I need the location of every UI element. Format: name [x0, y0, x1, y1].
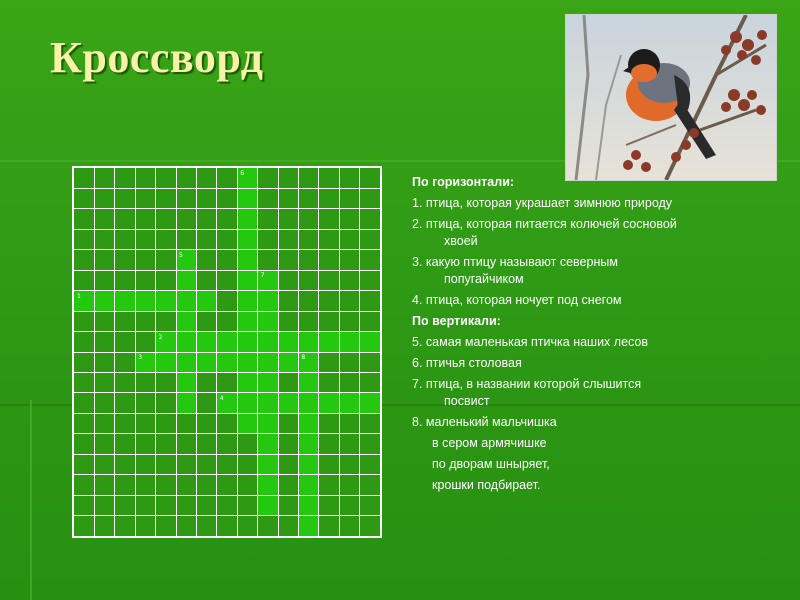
crossword-cell[interactable]: [237, 332, 257, 352]
slide-title: Кроссворд: [50, 33, 264, 82]
crossword-cell[interactable]: [176, 270, 196, 290]
vertical-heading: По вертикали:: [412, 314, 501, 328]
grid-line: [74, 249, 380, 250]
grid-line: [74, 352, 380, 353]
grid-line: [74, 290, 380, 291]
grid-line: [74, 270, 380, 271]
grid-line: [74, 311, 380, 312]
crossword-cell[interactable]: [278, 393, 298, 413]
clue-v8-line3: по дворам шныряет,: [432, 457, 550, 471]
crossword-cell[interactable]: [258, 475, 278, 495]
crossword-cell[interactable]: [278, 352, 298, 372]
crossword-cell[interactable]: [258, 311, 278, 331]
crossword-cell[interactable]: [258, 352, 278, 372]
clue-number: 8: [301, 354, 306, 362]
crossword-cell[interactable]: [237, 311, 257, 331]
crossword-cell[interactable]: [298, 495, 318, 515]
grid-line: [74, 413, 380, 414]
crossword-cell[interactable]: [237, 393, 257, 413]
crossword-cell[interactable]: [298, 434, 318, 454]
clue-h1: 1. птица, которая украшает зимнюю природу: [412, 196, 673, 210]
crossword-cell[interactable]: [258, 413, 278, 433]
crossword-cell[interactable]: [135, 291, 155, 311]
grid-line: [74, 372, 380, 373]
crossword-cell[interactable]: [237, 250, 257, 270]
crossword-cell[interactable]: [196, 352, 216, 372]
crossword-cell[interactable]: [278, 332, 298, 352]
clue-v5: 5. самая маленькая птичка наших лесов: [412, 335, 649, 349]
grid-line: [74, 454, 380, 455]
crossword-cell[interactable]: [339, 332, 359, 352]
clue-number: 7: [260, 272, 265, 280]
grid-line: [74, 495, 380, 496]
crossword-cell[interactable]: [176, 291, 196, 311]
crossword-cell[interactable]: [196, 291, 216, 311]
crossword-cell[interactable]: [298, 393, 318, 413]
crossword-cell[interactable]: [360, 393, 380, 413]
clue-h4: 4. птица, которая ночует под снегом: [412, 293, 622, 307]
crossword-cell[interactable]: [237, 229, 257, 249]
crossword-cell[interactable]: [176, 352, 196, 372]
crossword-cell[interactable]: [298, 454, 318, 474]
horizontal-heading: По горизонтали:: [412, 175, 515, 189]
crossword-cell[interactable]: [156, 291, 176, 311]
crossword-cell[interactable]: [237, 373, 257, 393]
crossword-cell[interactable]: [298, 373, 318, 393]
crossword-cell[interactable]: [258, 332, 278, 352]
crossword-cell[interactable]: [339, 393, 359, 413]
clue-number: 5: [179, 251, 183, 259]
crossword-cell[interactable]: [258, 291, 278, 311]
clue-v6: 6. птичья столовая: [412, 356, 522, 370]
crossword-cell[interactable]: [237, 188, 257, 208]
clue-v8-line2: в сером армячишке: [432, 436, 547, 450]
clue-v8-line4: крошки подбирает.: [432, 478, 541, 492]
clue-number: 3: [138, 354, 143, 362]
crossword-cell[interactable]: [237, 413, 257, 433]
crossword-cell[interactable]: [237, 352, 257, 372]
clue-h3: 3. какую птицу называют северным: [412, 255, 618, 269]
bullfinch-photo: [565, 14, 777, 181]
clue-v7-continued: посвист: [444, 394, 490, 408]
crossword-cell[interactable]: [258, 373, 278, 393]
clue-number: 2: [158, 333, 163, 341]
crossword-cell[interactable]: [176, 373, 196, 393]
crossword-cell[interactable]: [94, 291, 114, 311]
clue-number: 4: [219, 394, 224, 402]
crossword-cell[interactable]: [258, 495, 278, 515]
grid-line: [74, 392, 380, 393]
clue-v8: 8. маленький мальчишка: [412, 415, 557, 429]
crossword-cell[interactable]: [298, 475, 318, 495]
decor-line: [30, 400, 32, 600]
crossword-cell[interactable]: [196, 332, 216, 352]
grid-line: [74, 515, 380, 516]
crossword-cell[interactable]: [298, 413, 318, 433]
crossword-cell[interactable]: [258, 434, 278, 454]
crossword-cell[interactable]: [360, 332, 380, 352]
grid-line: [74, 433, 380, 434]
crossword-cell[interactable]: [176, 332, 196, 352]
clue-h2: 2. птица, которая питается колючей сосновой: [412, 217, 677, 231]
crossword-cell[interactable]: [258, 393, 278, 413]
grid-line: [74, 474, 380, 475]
clues-panel: [412, 172, 782, 496]
crossword-cell[interactable]: [217, 332, 237, 352]
crossword-cell[interactable]: [176, 393, 196, 413]
clue-v7: 7. птица, в названии которой слышится: [412, 377, 642, 391]
crossword-cell[interactable]: [176, 311, 196, 331]
crossword-cell[interactable]: [237, 291, 257, 311]
clue-number: 1: [77, 292, 81, 300]
crossword-cell[interactable]: [298, 516, 318, 536]
grid-line: [74, 331, 380, 332]
bullfinch-on-branch-icon: [566, 15, 776, 180]
crossword-cell[interactable]: [156, 352, 176, 372]
crossword-cell[interactable]: [115, 291, 135, 311]
clue-h2-continued: хвоей: [444, 234, 478, 248]
crossword-cell[interactable]: [319, 393, 339, 413]
crossword-cell[interactable]: [298, 332, 318, 352]
clue-h3-continued: попугайчиком: [444, 272, 524, 286]
crossword-grid: [72, 166, 382, 538]
crossword-cell[interactable]: [237, 270, 257, 290]
grid-line: [74, 188, 380, 189]
grid-line: [74, 208, 380, 209]
crossword-cell[interactable]: [258, 454, 278, 474]
crossword-cell[interactable]: [217, 352, 237, 372]
clue-number: 6: [240, 170, 245, 177]
grid-line: [74, 229, 380, 230]
crossword-cell[interactable]: [237, 209, 257, 229]
crossword-cell[interactable]: [319, 332, 339, 352]
